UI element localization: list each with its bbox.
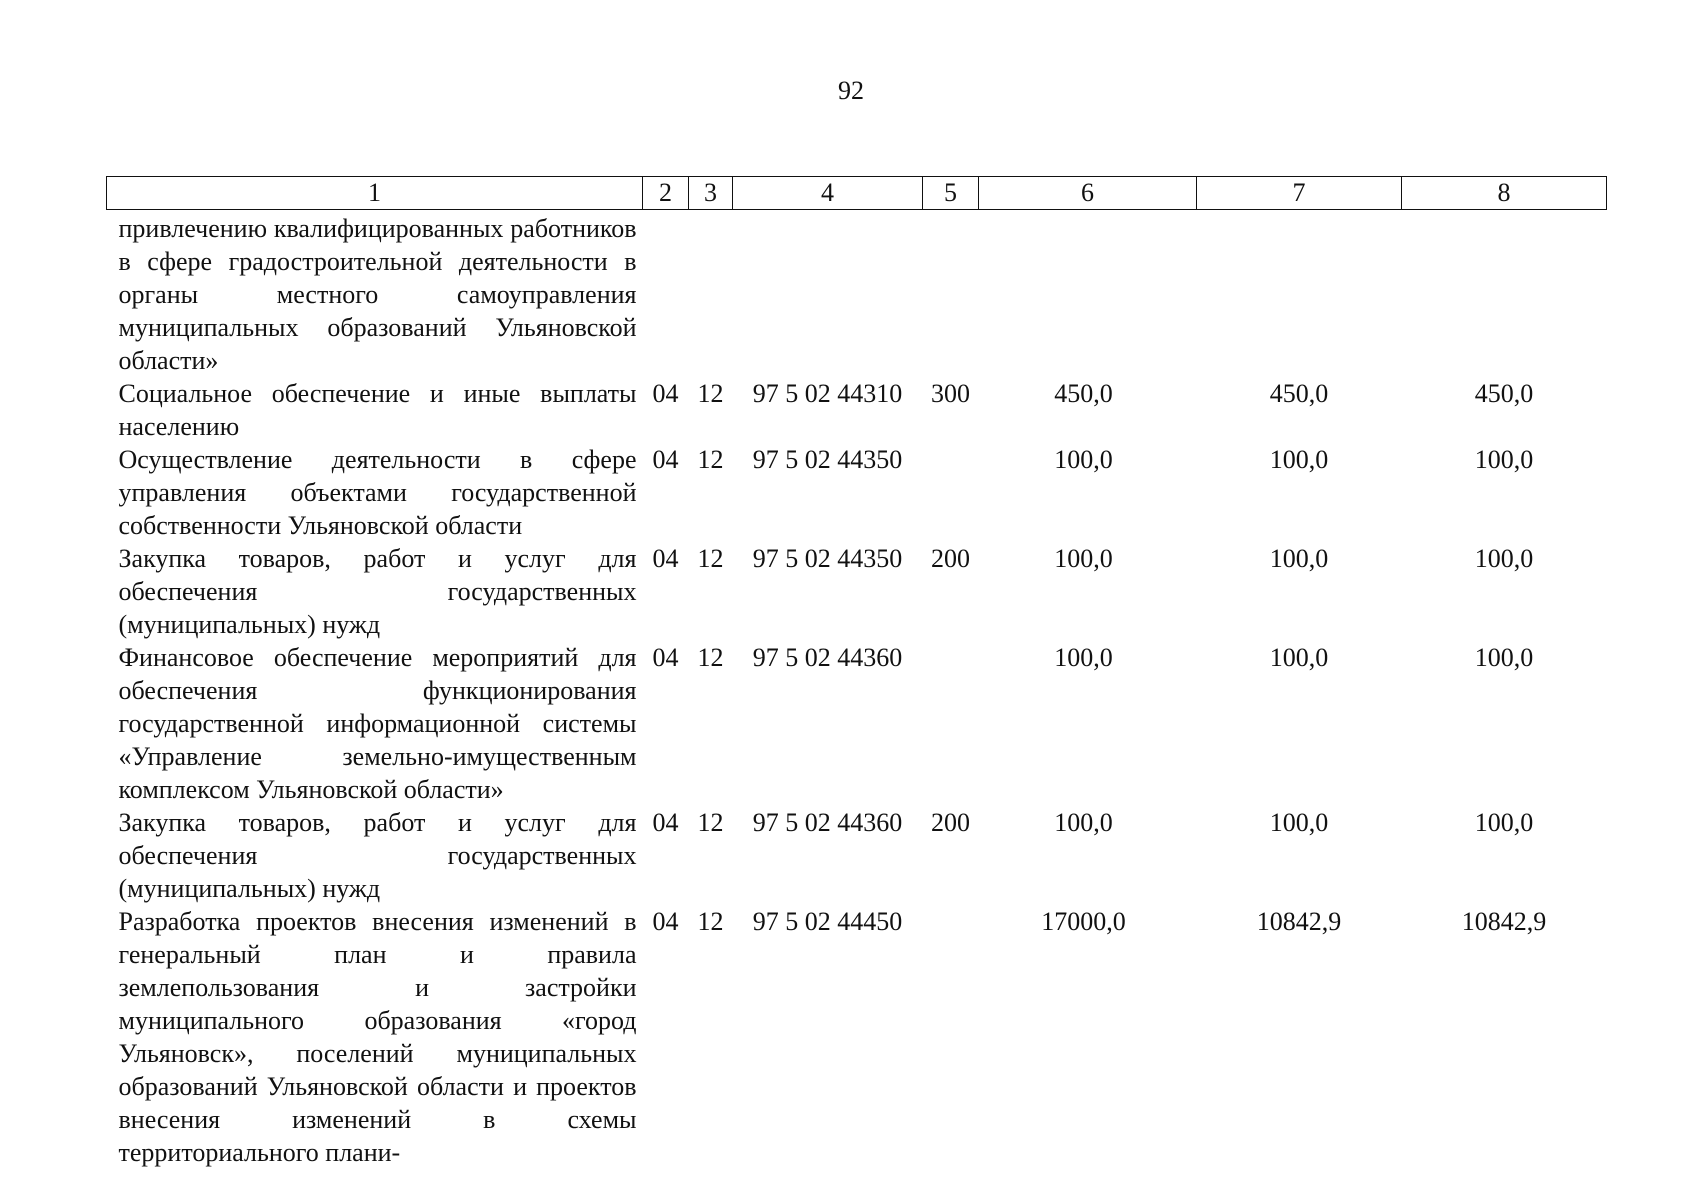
row-value-col6: 100,0 — [1054, 544, 1113, 573]
row-description: Разработка проектов внесения изменений в генеральный план и правила землепользования и застройки муниципального образования «город Ульяновск», поселений муниципальных образований Ульяновской области и проектов внесения изменений в схемы территориального плани- — [118, 907, 637, 1167]
row-target-article — [733, 210, 923, 378]
row-section: 04 — [652, 907, 679, 936]
row-target-article: 97 5 02 44350 — [752, 544, 903, 573]
row-value-col6: 100,0 — [1054, 643, 1113, 672]
row-expense-type — [923, 210, 979, 378]
budget-table-container — [106, 176, 1606, 1169]
table-row — [107, 443, 1607, 542]
row-section: 04 — [652, 379, 679, 408]
row-value-col7: 100,0 — [1269, 445, 1329, 474]
table-row — [107, 210, 1607, 378]
row-subsection: 12 — [697, 544, 724, 573]
row-value-col6: 100,0 — [1054, 445, 1113, 474]
row-target-article: 97 5 02 44360 — [752, 643, 903, 672]
row-description: Осуществление деятельности в сфере управления объектами государственной собственности Ульяновской области — [118, 445, 637, 540]
row-description: Закупка товаров, работ и услуг для обеспечения государственных (муниципальных) нужд — [118, 808, 637, 903]
row-value-col8: 100,0 — [1474, 544, 1534, 573]
row-subsection: 12 — [697, 643, 724, 672]
row-expense-type — [923, 443, 979, 542]
row-target-article: 97 5 02 44360 — [752, 808, 903, 837]
row-section: 04 — [652, 445, 679, 474]
row-value-col7: 100,0 — [1269, 808, 1329, 837]
row-subsection: 12 — [697, 379, 724, 408]
header-row — [107, 177, 1607, 210]
header-col-4: 4 — [733, 177, 923, 210]
row-value-col8 — [1402, 210, 1607, 378]
row-value-col6 — [979, 210, 1197, 378]
row-section — [643, 210, 689, 378]
header-col-2: 2 — [643, 177, 689, 210]
row-description: привлечению квалифицированных работников в сфере градостроительной деятельности в органы местного самоуправления муниципальных образований Ульяновской области» — [118, 214, 637, 375]
page-number: 92 — [838, 76, 864, 105]
row-description: Финансовое обеспечение мероприятий для обеспечения функционирования государственной информационной системы «Управление земельно-имущественным комплексом Ульяновской области» — [118, 643, 637, 804]
row-target-article: 97 5 02 44310 — [752, 379, 903, 408]
row-value-col7: 10842,9 — [1256, 907, 1342, 936]
header-col-7: 7 — [1197, 177, 1402, 210]
budget-table — [106, 176, 1607, 1169]
header-col-3: 3 — [689, 177, 733, 210]
row-value-col7: 450,0 — [1269, 379, 1329, 408]
table-row — [107, 905, 1607, 1169]
row-expense-type: 200 — [931, 808, 970, 837]
row-value-col8: 100,0 — [1474, 445, 1534, 474]
row-value-col8: 10842,9 — [1461, 907, 1547, 936]
row-value-col7 — [1197, 210, 1402, 378]
row-description: Социальное обеспечение и иные выплаты населению — [118, 379, 637, 441]
row-subsection: 12 — [697, 445, 724, 474]
row-section: 04 — [652, 808, 679, 837]
row-subsection — [689, 210, 733, 378]
table-row — [107, 641, 1607, 806]
row-subsection: 12 — [697, 907, 724, 936]
row-section: 04 — [652, 544, 679, 573]
row-value-col8: 450,0 — [1474, 379, 1534, 408]
table-row — [107, 542, 1607, 641]
row-target-article: 97 5 02 44450 — [752, 907, 903, 936]
row-value-col6: 100,0 — [1054, 808, 1113, 837]
row-expense-type — [923, 905, 979, 1169]
table-body — [107, 210, 1607, 1170]
row-expense-type — [923, 641, 979, 806]
table-header — [107, 177, 1607, 210]
row-section: 04 — [652, 643, 679, 672]
header-col-5: 5 — [923, 177, 979, 210]
table-row — [107, 377, 1607, 443]
row-value-col7: 100,0 — [1269, 544, 1329, 573]
row-expense-type: 200 — [931, 544, 970, 573]
row-value-col6: 450,0 — [1054, 379, 1113, 408]
row-value-col6: 17000,0 — [1041, 907, 1126, 936]
header-col-6: 6 — [979, 177, 1197, 210]
row-value-col7: 100,0 — [1269, 643, 1329, 672]
table-row — [107, 806, 1607, 905]
row-description: Закупка товаров, работ и услуг для обеспечения государственных (муниципальных) нужд — [118, 544, 637, 639]
header-col-1: 1 — [107, 177, 643, 210]
row-value-col8: 100,0 — [1474, 808, 1534, 837]
row-expense-type: 300 — [931, 379, 970, 408]
row-target-article: 97 5 02 44350 — [752, 445, 903, 474]
row-value-col8: 100,0 — [1474, 643, 1534, 672]
header-col-8: 8 — [1402, 177, 1607, 210]
row-subsection: 12 — [697, 808, 724, 837]
